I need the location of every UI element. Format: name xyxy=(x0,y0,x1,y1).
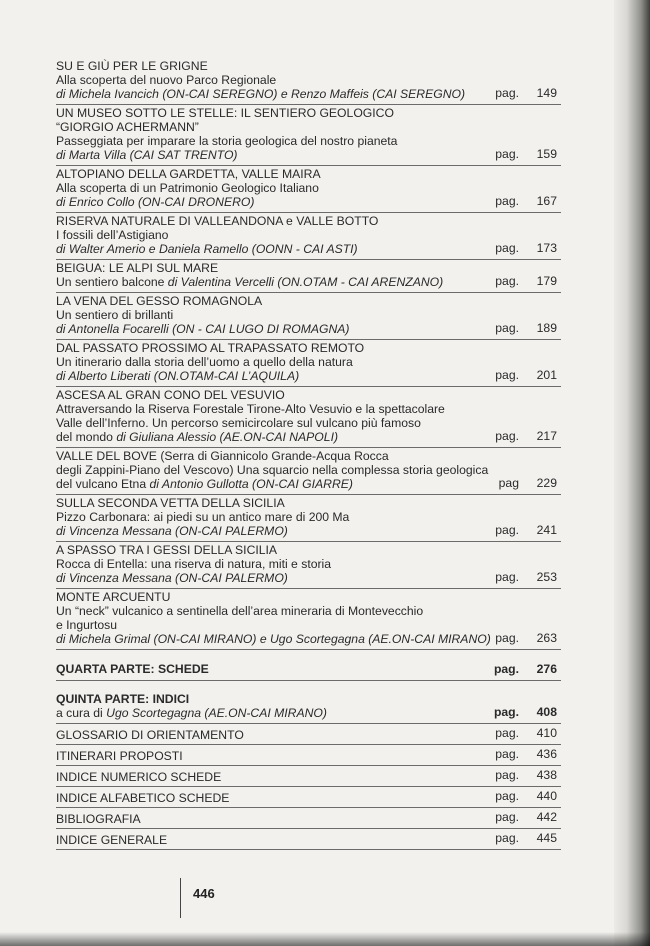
page-number: 159 xyxy=(536,147,557,161)
entry-subtitle xyxy=(56,402,561,416)
entry-subtitle xyxy=(56,120,561,134)
index-entry xyxy=(56,808,561,829)
page-label: pag. xyxy=(495,631,519,645)
page-label: pag. xyxy=(495,570,519,584)
page-number: 408 xyxy=(536,705,557,719)
page-number: 167 xyxy=(536,194,557,208)
page-number: 436 xyxy=(536,747,557,761)
entry-title xyxy=(56,496,561,510)
entry-text: Un sentiero balcone xyxy=(56,275,168,289)
page-number: 440 xyxy=(536,789,557,803)
entry-text: ASCESA AL GRAN CONO DEL VESUVIO xyxy=(56,388,285,402)
index-title: ITINERARI PROPOSTI xyxy=(56,749,183,763)
entry-text: SULLA SECONDA VETTA DELLA SICILIA xyxy=(56,496,285,510)
entry-text: Pizzo Carbonara: ai piedi su un antico mare di 200 Ma xyxy=(56,510,350,524)
page-number: 445 xyxy=(536,831,557,845)
index-entry xyxy=(56,787,561,808)
toc-entry xyxy=(56,589,561,650)
entry-text: BEIGUA: LE ALPI SUL MARE xyxy=(56,261,219,275)
entry-subtitle xyxy=(56,477,561,491)
page-label: pag xyxy=(498,476,519,490)
entry-title xyxy=(56,590,561,604)
entry-text: VALLE DEL BOVE (Serra di Giannicolo Grande-Acqua Rocca xyxy=(56,449,389,463)
entry-text: Attraversando la Riserva Forestale Tirone-Alto Vesuvio e la spettacolare xyxy=(56,402,445,416)
page-number: 263 xyxy=(536,631,557,645)
toc-entry xyxy=(56,340,561,387)
page-label: pag. xyxy=(495,321,519,335)
page-label: pag. xyxy=(495,274,519,288)
entry-title xyxy=(56,214,561,228)
entry-text: Valle dell’Inferno. Un percorso semicircolare sul vulcano più famoso xyxy=(56,416,421,430)
toc-entry xyxy=(56,166,561,213)
index-title: INDICE ALFABETICO SCHEDE xyxy=(56,791,230,805)
page-number: 438 xyxy=(536,768,557,782)
entry-text: A SPASSO TRA I GESSI DELLA SICILIA xyxy=(56,543,278,557)
toc-entry xyxy=(56,213,561,260)
index-entries xyxy=(56,724,561,850)
part-five-subtitle xyxy=(56,706,561,720)
entry-subtitle xyxy=(56,308,561,322)
entry-text: Alla scoperta di un Patrimonio Geologico Italiano xyxy=(56,181,319,195)
page-label: pag. xyxy=(495,241,519,255)
entry-title xyxy=(56,449,561,463)
page-number: 229 xyxy=(536,476,557,490)
entry-subtitle xyxy=(56,355,561,369)
book-spine-shadow xyxy=(614,0,650,946)
part-four-title: QUARTA PARTE: SCHEDE xyxy=(56,662,209,676)
page-label: pag. xyxy=(495,810,519,824)
entry-subtitle xyxy=(56,463,561,477)
page-number: 189 xyxy=(536,321,557,335)
page-number: 410 xyxy=(536,726,557,740)
part-five-title: QUINTA PARTE: INDICI xyxy=(56,692,190,706)
bottom-edge-shadow xyxy=(0,932,650,946)
entry-subtitle xyxy=(56,73,561,87)
entry-text: Un sentiero di brillanti xyxy=(56,308,174,322)
entry-text: SU E GIÙ PER LE GRIGNE xyxy=(56,59,208,73)
page-label: pag. xyxy=(495,147,519,161)
part-four-entry xyxy=(56,660,561,681)
entry-text: degli Zappini-Piano del Vescovo) Una squarcio nella complessa storia geologica xyxy=(56,463,489,477)
page-label: pag. xyxy=(495,368,519,382)
page-label: pag. xyxy=(495,831,519,845)
toc-entry xyxy=(56,105,561,166)
entry-text: Passeggiata per imparare la storia geologica del nostro pianeta xyxy=(56,134,398,148)
entry-text: Un “neck” vulcanico a sentinella dell’area mineraria di Montevecchio xyxy=(56,604,424,618)
page-number: 442 xyxy=(536,810,557,824)
page-number: 253 xyxy=(536,570,557,584)
entry-text: LA VENA DEL GESSO ROMAGNOLA xyxy=(56,294,263,308)
entry-author: di Vincenza Messana (ON-CAI PALERMO) xyxy=(56,571,288,585)
entry-subtitle xyxy=(56,557,561,571)
entry-subtitle xyxy=(56,134,561,148)
entry-title xyxy=(56,167,561,181)
entry-text: I fossili dell’Astigiano xyxy=(56,228,169,242)
index-title: INDICE GENERALE xyxy=(56,833,168,847)
entry-subtitle xyxy=(56,228,561,242)
toc-entry xyxy=(56,260,561,293)
page-number: 217 xyxy=(536,429,557,443)
entry-author: di Vincenza Messana (ON-CAI PALERMO) xyxy=(56,524,288,538)
toc-entry xyxy=(56,387,561,448)
page-label: pag. xyxy=(493,662,519,676)
part-five-author: Ugo Scortegagna (AE.ON-CAI MIRANO) xyxy=(106,706,327,720)
index-title: GLOSSARIO DI ORIENTAMENTO xyxy=(56,728,244,742)
entry-subtitle xyxy=(56,416,561,430)
toc-entry xyxy=(56,293,561,340)
entry-text: Un itinerario dalla storia dell’uomo a quello della natura xyxy=(56,355,353,369)
page-label: pag. xyxy=(495,86,519,100)
entry-author: di Enrico Collo (ON-CAI DRONERO) xyxy=(56,195,255,209)
page-number: 149 xyxy=(536,86,557,100)
itinerary-entries xyxy=(56,58,561,650)
entry-subtitle xyxy=(56,618,561,632)
toc-entry xyxy=(56,495,561,542)
entry-title xyxy=(56,341,561,355)
entry-text: RISERVA NATURALE DI VALLEANDONA e VALLE BOTTO xyxy=(56,214,379,228)
index-entry xyxy=(56,766,561,787)
entry-author: di Walter Amerio e Daniela Ramello (OONN - CAI ASTI) xyxy=(56,242,358,256)
entry-author: di Alberto Liberati (ON.OTAM-CAI L’AQUILA) xyxy=(56,369,300,383)
entry-text: del vulcano Etna xyxy=(56,477,150,491)
entry-title xyxy=(56,106,561,120)
entry-title xyxy=(56,543,561,557)
entry-subtitle xyxy=(56,275,561,289)
page-label: pag. xyxy=(495,789,519,803)
entry-author: di Giuliana Alessio (AE.ON-CAI NAPOLI) xyxy=(116,430,339,444)
entry-subtitle xyxy=(56,510,561,524)
page-label: pag. xyxy=(495,429,519,443)
page-label: pag. xyxy=(495,726,519,740)
entry-author: di Antonio Gullotta (ON-CAI GIARRE) xyxy=(149,477,353,491)
entry-text: DAL PASSATO PROSSIMO AL TRAPASSATO REMOTO xyxy=(56,341,365,355)
page-number: 201 xyxy=(536,368,557,382)
page-number: 173 xyxy=(536,241,557,255)
entry-text: “GIORGIO ACHERMANN” xyxy=(56,120,199,134)
toc-entry xyxy=(56,58,561,105)
page-label: pag. xyxy=(495,768,519,782)
entry-subtitle xyxy=(56,181,561,195)
entry-text: UN MUSEO SOTTO LE STELLE: IL SENTIERO GEOLOGICO xyxy=(56,106,394,120)
page-number: 276 xyxy=(536,662,557,676)
entry-text: MONTE ARCUENTU xyxy=(56,590,171,604)
index-entry xyxy=(56,745,561,766)
page-label: pag. xyxy=(495,523,519,537)
entry-author: di Antonella Focarelli (ON - CAI LUGO DI ROMAGNA) xyxy=(56,322,350,336)
page-number: 241 xyxy=(536,523,557,537)
entry-subtitle xyxy=(56,430,561,444)
page-label: pag. xyxy=(493,705,519,719)
entry-author: di Michela Grimal (ON-CAI MIRANO) e Ugo Scortegagna (AE.ON-CAI MIRANO) xyxy=(56,632,491,646)
entry-text: ALTOPIANO DELLA GARDETTA, VALLE MAIRA xyxy=(56,167,321,181)
toc-entry xyxy=(56,448,561,495)
entry-author: di Michela Ivancich (ON-CAI SEREGNO) e Renzo Maffeis (CAI SEREGNO) xyxy=(56,87,466,101)
page-label: pag. xyxy=(495,747,519,761)
page-number: 179 xyxy=(536,274,557,288)
toc-entry xyxy=(56,542,561,589)
page-label: pag. xyxy=(495,194,519,208)
index-entry xyxy=(56,724,561,745)
index-entry xyxy=(56,829,561,850)
page-folio: 446 xyxy=(180,878,215,918)
entry-author: di Marta Villa (CAI SAT TRENTO) xyxy=(56,148,238,162)
entry-subtitle xyxy=(56,604,561,618)
entry-text: Rocca di Entella: una riserva di natura, miti e storia xyxy=(56,557,332,571)
entry-title xyxy=(56,59,561,73)
entry-text: Alla scoperta del nuovo Parco Regionale xyxy=(56,73,277,87)
table-of-contents xyxy=(56,58,561,850)
entry-text: del mondo xyxy=(56,430,117,444)
part-five-entry xyxy=(56,691,561,724)
entry-title xyxy=(56,261,561,275)
entry-author: di Valentina Vercelli (ON.OTAM - CAI ARENZANO) xyxy=(167,275,444,289)
entry-title xyxy=(56,294,561,308)
entry-title xyxy=(56,388,561,402)
index-title: INDICE NUMERICO SCHEDE xyxy=(56,770,222,784)
index-title: BIBLIOGRAFIA xyxy=(56,812,141,826)
subtitle-prefix: a cura di xyxy=(56,706,107,720)
entry-text: e Ingurtosu xyxy=(56,618,117,632)
